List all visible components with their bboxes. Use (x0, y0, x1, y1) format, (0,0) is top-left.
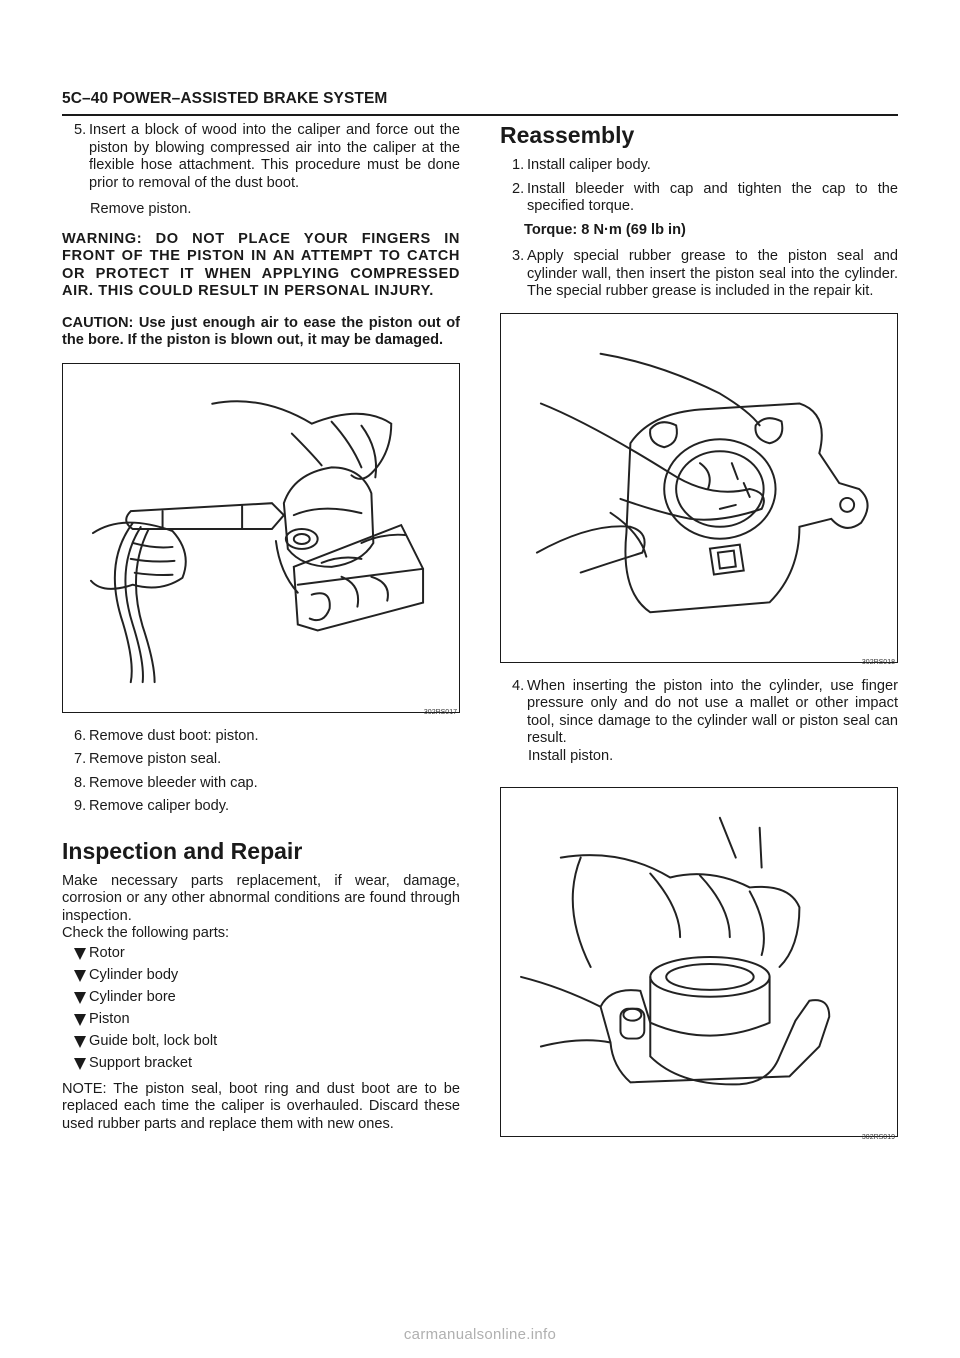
step-text: Install bleeder with cap and tighten the cap to the specified torque. (527, 180, 898, 214)
triangle-down-icon (74, 948, 86, 960)
list-item: Piston (74, 1011, 460, 1029)
step-text: Remove bleeder with cap. (89, 774, 258, 791)
triangle-down-icon (74, 1058, 86, 1070)
triangle-down-icon (74, 992, 86, 1004)
step-number: 1. (512, 157, 525, 173)
step-1 (500, 157, 898, 175)
piston-install-illustration (501, 788, 897, 1136)
list-item: Rotor (74, 945, 460, 963)
caution-text: CAUTION: Use just enough air to ease the piston out of the bore. If the piston is blown out, it may be damaged. (62, 314, 460, 348)
step-7 (62, 751, 460, 769)
step-4 (500, 678, 898, 748)
triangle-down-icon (74, 1014, 86, 1026)
figure-piston-removal (62, 363, 460, 716)
step-number: 2. (512, 180, 525, 197)
triangle-down-icon (74, 1036, 86, 1048)
right-column (500, 122, 898, 1141)
step-text: Remove piston seal. (89, 751, 222, 767)
header-rule (62, 114, 898, 116)
figure-code: 302RS019 (861, 1133, 895, 1141)
step-text: Remove dust boot: piston. (89, 727, 259, 744)
check-following: Check the following parts: (62, 925, 230, 941)
torque-spec: Torque: 8 N·m (69 lb in) (524, 221, 686, 238)
figure-piston-seal (500, 313, 898, 666)
list-item: Guide bolt, lock bolt (74, 1033, 460, 1051)
list-item: Support bracket (74, 1055, 460, 1073)
step-5-sub: Remove piston. (90, 201, 192, 217)
figure-code: 302RS018 (861, 659, 895, 666)
step-text: When inserting the piston into the cylinder, use finger pressure only and do not use a mallet or other impact tool, since damage to the cylinder wall or piston seal can result. (527, 677, 898, 746)
page-header: 5C–40 POWER–ASSISTED BRAKE SYSTEM (62, 90, 388, 107)
section-heading-reassembly: Reassembly (500, 122, 635, 148)
step-text: Install caliper body. (527, 157, 651, 173)
step-9 (62, 798, 460, 816)
step-8 (62, 775, 460, 793)
watermark: carmanualsonline.info (403, 1326, 557, 1343)
step-text: Remove caliper body. (89, 798, 230, 814)
piston-removal-illustration (63, 364, 459, 712)
piston-seal-illustration (501, 314, 897, 662)
step-number: 4. (512, 677, 525, 694)
step-3 (500, 248, 898, 301)
step-number: 8. (74, 774, 87, 791)
figure-code: 302RS017 (423, 709, 457, 716)
inspection-paragraph: Make necessary parts replacement, if wear, damage, corrosion or any other abnormal conditions are found through inspection. (62, 872, 460, 924)
left-column (62, 122, 460, 1133)
step-number: 5. (74, 122, 87, 138)
step-6 (62, 728, 460, 746)
step-5 (62, 122, 460, 192)
triangle-down-icon (74, 970, 86, 982)
step-4-sub: Install piston. (528, 747, 614, 764)
section-heading-inspection: Inspection and Repair (62, 837, 303, 864)
note-text: NOTE: The piston seal, boot ring and dust boot are to be replaced each time the caliper is overhauled. Discard these used rubber parts and replace them with new ones. (62, 1080, 460, 1132)
step-number: 7. (74, 751, 87, 767)
step-number: 3. (512, 248, 525, 264)
step-2 (500, 181, 898, 216)
list-item: Cylinder bore (74, 989, 460, 1007)
inspection-parts-list (62, 945, 460, 1073)
list-item: Cylinder body (74, 967, 460, 985)
figure-piston-install (500, 787, 898, 1141)
step-number: 6. (74, 727, 87, 744)
step-text: Insert a block of wood into the caliper and force out the piston by blowing compressed air into the caliper at the flexible hose attachment. This procedure must be done prior to removal of the dust boot. (89, 122, 460, 191)
step-text: Apply special rubber grease to the piston seal and cylinder wall, then insert the piston seal into the cylinder. The special rubber grease is included in the repair kit. (527, 248, 898, 299)
step-number: 9. (74, 798, 87, 814)
warning-text: WARNING: DO NOT PLACE YOUR FINGERS IN FRONT OF THE PISTON IN AN ATTEMPT TO CATCH OR PROTECT IT WHEN APPLYING COMPRESSED AIR. THIS COULD RESULT IN PERSONAL INJURY. (62, 230, 460, 299)
